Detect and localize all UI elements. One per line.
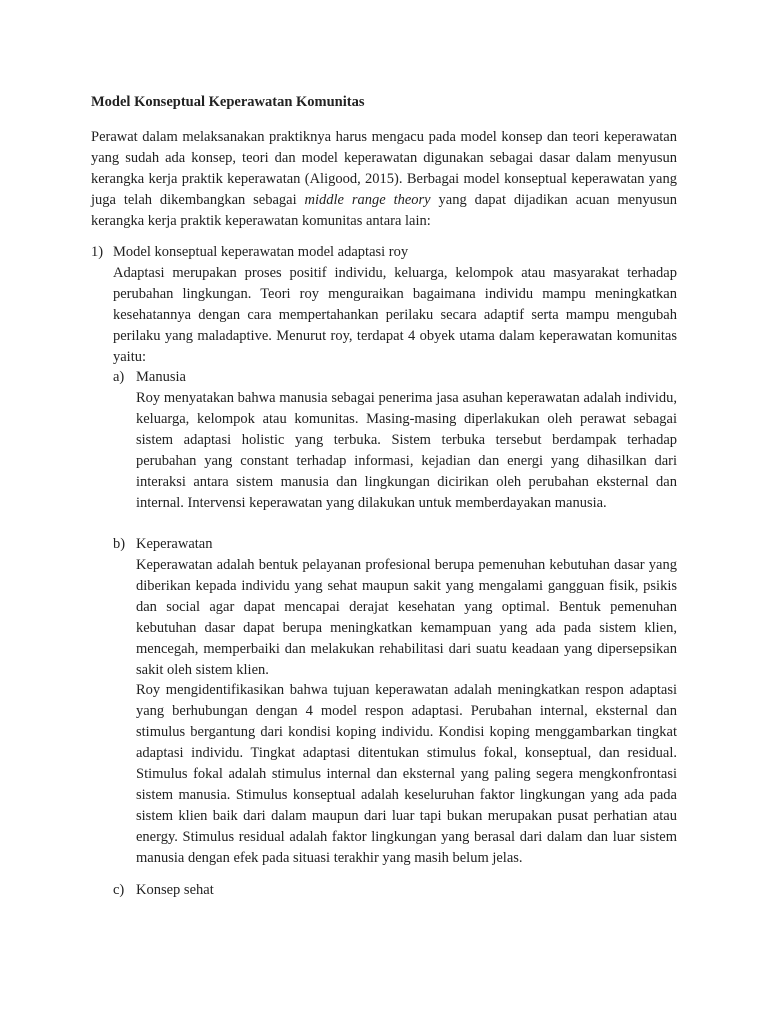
sub-item-b-body-2: Roy mengidentifikasikan bahwa tujuan keperawatan adalah meningkatkan respon adaptasi yang berhubungan dengan 4 model respon adaptasi. Perubahan internal, eksternal dan stimulus bergantung dari kondisi koping individu. Kondisi koping menggambarkan tingkat adaptasi individu. Tingkat adaptasi ditentukan stimulus fokal, konseptual, dan residual. Stimulus fokal adalah stimulus internal dan eksternal yang paling segera mengkonfrontasi sistem manusia. Stimulus konseptual adalah keseluruhan faktor lingkungan yang ada pada sistem klien baik dari dalam maupun dari luar tapi bukan merupakan pusat perhatian atau energy. Stimulus residual adalah faktor lingkungan yang berasal dari dalam dan luar sistem manusia dengan efek pada situasi terakhir yang masih belum jelas. [136, 682, 677, 866]
intro-italic-term: middle range theory [304, 192, 431, 208]
sub-item-c-marker: c) [113, 882, 125, 898]
intro-text-start: Perawat dalam melaksanakan praktiknya harus mengacu pada model konsep dan teori keperawatan yang sudah ada konsep, teori dan model keperawatan digunakan sebagai dasar dalam menyusun kerangka kerja praktik keperawatan (Aligood, 2015). Berbagai model konseptual keperawatan yang juga telah dikembangkan sebagai [91, 129, 677, 208]
document-title: Model Konseptual Keperawatan Komunitas [91, 94, 365, 110]
sub-item-b-title: Keperawatan [136, 536, 213, 552]
sub-item-a-marker: a) [113, 369, 125, 385]
sub-item-b-marker: b) [113, 536, 126, 552]
sub-item-a-title: Manusia [136, 369, 186, 385]
list-item-1-marker: 1) [91, 244, 104, 260]
sub-item-b-body-1: Keperawatan adalah bentuk pelayanan profesional berupa pemenuhan kebutuhan dasar yang diberikan kepada individu yang sehat maupun sakit yang mengalami gangguan fisik, psikis dan social agar dapat mencapai derajat kesehatan yang optimal. Bentuk pemenuhan kebutuhan dasar dapat berupa meningkatkan kemampuan yang ada pada sistem klien, mencegah, memperbaiki dan melakukan rehabilitasi dari suatu keadaan yang dipersepsikan sakit oleh sistem klien. [136, 557, 677, 678]
list-item-1-title: Model konseptual keperawatan model adaptasi roy [113, 244, 409, 260]
list-item-1-body: Adaptasi merupakan proses positif individu, keluarga, kelompok atau masyarakat terhadap perubahan lingkungan. Teori roy menguraikan bagaimana individu mampu meningkatkan kesehatannya dengan cara mempertahankan perilaku secara adaptif serta mampu mengubah perilaku yang maladaptive. Menurut roy, terdapat 4 obyek utama dalam keperawatan komunitas yaitu: [113, 265, 677, 365]
intro-text-end: yang dapat dijadikan acuan menyusun kerangka kerja praktik keperawatan komunitas antara lain: [91, 192, 677, 229]
sub-item-c-title: Konsep sehat [136, 882, 214, 898]
intro-paragraph [91, 127, 677, 232]
sub-item-a-body: Roy menyatakan bahwa manusia sebagai penerima jasa asuhan keperawatan adalah individu, keluarga, kelompok atau komunitas. Masing-masing diperlakukan oleh perawat sebagai sistem adaptasi holistic yang terbuka. Sistem terbuka tersebut berdampak terhadap perubahan yang constant terhadap informasi, kejadian dan energi yang dihasilkan dari interaksi antara sistem manusia dan lingkungan dicirikan oleh perubahan eksternal dan internal. Intervensi keperawatan yang dilakukan untuk memberdayakan manusia. [136, 390, 677, 511]
